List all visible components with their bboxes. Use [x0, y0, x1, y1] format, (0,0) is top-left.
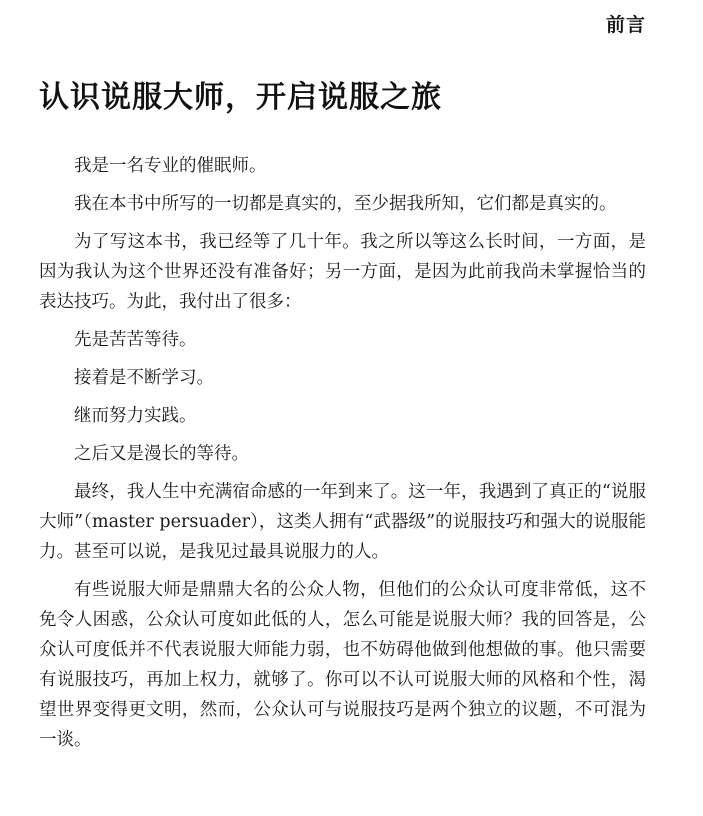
running-header: 前言: [605, 14, 646, 36]
paragraph: 为了写这本书，我已经等了几十年。我之所以等这么长时间，一方面，是因为我认为这个世界还没有准备好；另一方面，是因为此前我尚未掌握恰当的表达技巧。为此，我付出了很多：: [39, 232, 646, 312]
paragraph: 继而努力实践。: [74, 406, 197, 426]
paragraph: 我在本书中所写的一切都是真实的，至少据我所知，它们都是真实的。: [74, 194, 617, 214]
paragraph: 我是一名专业的催眠师。: [74, 156, 267, 176]
paragraph: 之后又是漫长的等待。: [74, 444, 249, 464]
body-text: [39, 151, 646, 763]
paragraph: 接着是不断学习。: [74, 368, 214, 388]
paragraph: 先是苦苦等待。: [74, 330, 197, 350]
paragraph: 最终，我人生中充满宿命感的一年到来了。这一年，我遇到了真正的“说服大师”（master persuader），这类人拥有“武器级”的说服技巧和强大的说服能力。甚至可以说，是我见过最具说服力的人。: [39, 482, 646, 562]
paragraph: 有些说服大师是鼎鼎大名的公众人物，但他们的公众认可度非常低，这不免令人困惑，公众认可度如此低的人，怎么可能是说服大师？我的回答是，公众认可度低并不代表说服大师能力弱，也不妨碍他做到他想做的事。他只需要有说服技巧，再加上权力，就够了。你可以不认可说服大师的风格和个性，渴望世界变得更文明，然而，公众认可与说服技巧是两个独立的议题，不可混为一谈。: [39, 580, 646, 750]
chapter-title: 认识说服大师，开启说服之旅: [39, 80, 442, 115]
